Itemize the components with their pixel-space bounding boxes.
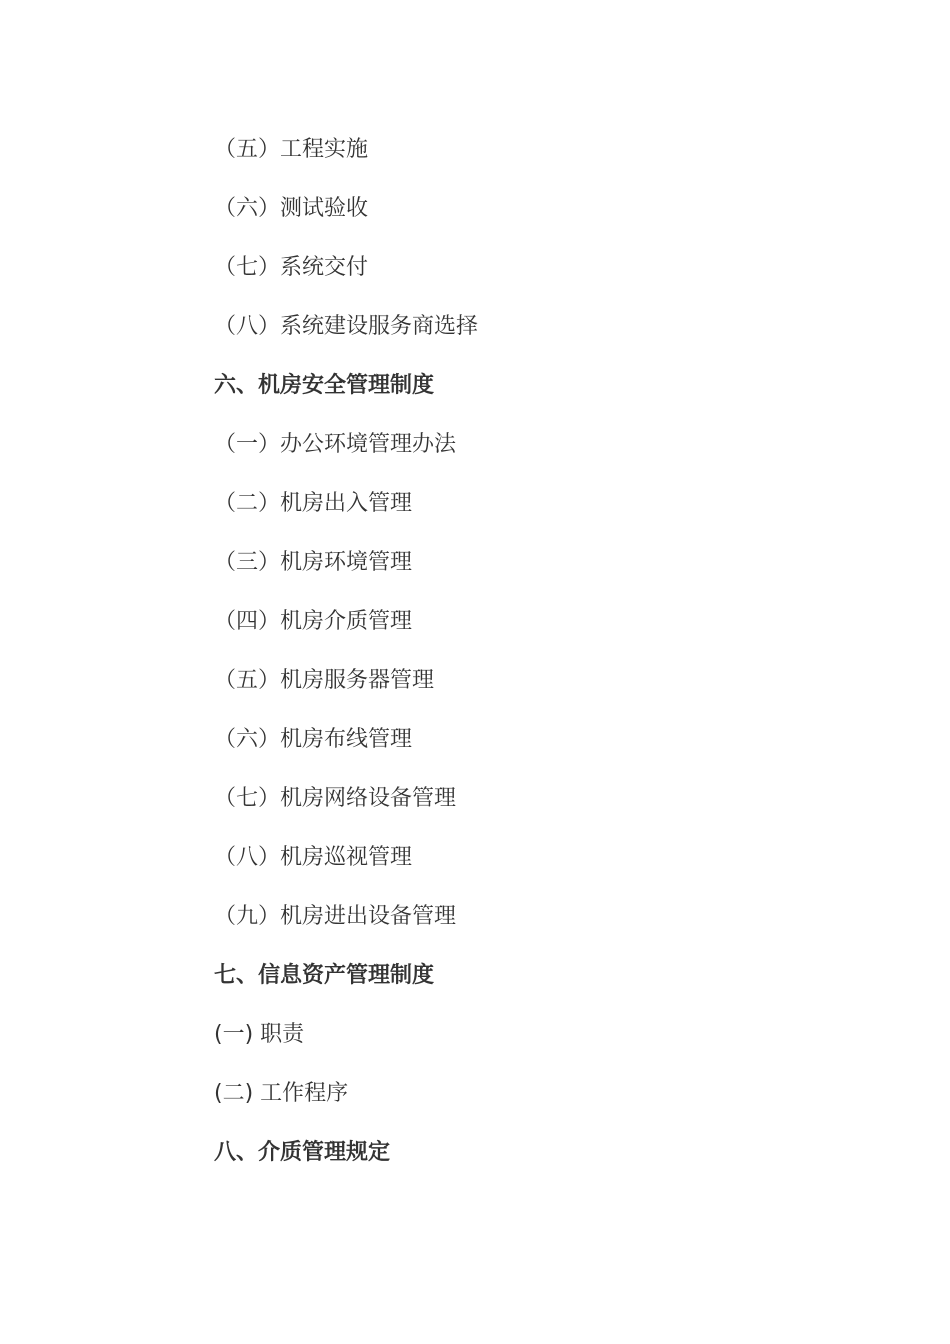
outline-item: （一）办公环境管理办法 [214, 432, 457, 457]
outline-item: （四）机房介质管理 [214, 609, 413, 634]
outline-item: （七）系统交付 [214, 255, 369, 280]
outline-item: （二）机房出入管理 [214, 491, 413, 516]
outline-item: （五）工程实施 [214, 137, 369, 162]
outline-item: (二) 工作程序 [214, 1081, 349, 1106]
outline-item: （八）机房巡视管理 [214, 845, 413, 870]
outline-item: （九）机房进出设备管理 [214, 904, 457, 929]
outline-item: （七）机房网络设备管理 [214, 786, 457, 811]
outline-item: （八）系统建设服务商选择 [214, 314, 479, 339]
section-heading: 六、机房安全管理制度 [214, 373, 435, 398]
document-outline [214, 132, 914, 1194]
section-heading: 八、介质管理规定 [214, 1140, 391, 1165]
outline-item: (一) 职责 [214, 1022, 305, 1047]
outline-item: （六）机房布线管理 [214, 727, 413, 752]
outline-item: （三）机房环境管理 [214, 550, 413, 575]
outline-item: （六）测试验收 [214, 196, 369, 221]
section-heading: 七、信息资产管理制度 [214, 963, 435, 988]
outline-item: （五）机房服务器管理 [214, 668, 435, 693]
